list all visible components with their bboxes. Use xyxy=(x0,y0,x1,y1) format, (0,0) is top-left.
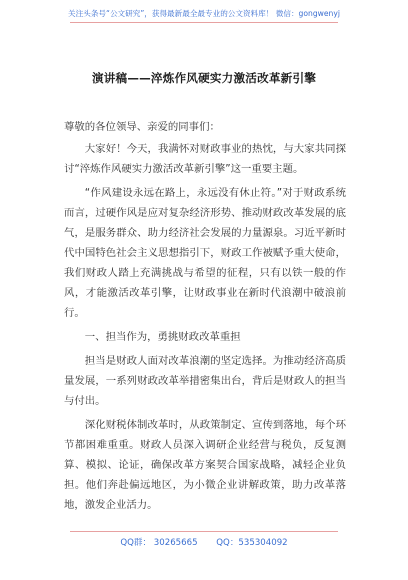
section-heading: 一、担当作为，勇挑财政改革重担 xyxy=(84,331,241,343)
paragraph-responsibility: 担当是财政人面对改革浪潮的坚定选择。为推动经济高质量发展，一系列财政改革举措密集出台，背后是财政人的担当与付出。 xyxy=(64,355,346,407)
footer-banner xyxy=(0,536,408,548)
header-banner: 关注头条号“公文研究”，获得最新最全最专业的公文资料库！ 微信：gongwenyj xyxy=(68,9,340,18)
document-body xyxy=(64,139,346,515)
footer-divider xyxy=(70,531,338,532)
footer-qq: QQ：535304092 xyxy=(216,538,288,548)
footer-qq-group: QQ群： 30265665 xyxy=(120,538,198,548)
paragraph-greeting: 大家好！今天，我满怀对财政事业的热忱，与大家共同探讨“淬炼作风硬实力激活改革新引擎”这一重要主题。 xyxy=(64,143,346,175)
document-title: 演讲稿——淬炼作风硬实力激活改革新引擎 xyxy=(91,71,317,85)
header-divider xyxy=(70,22,338,23)
salutation-text: 尊敬的各位领导、亲爱的同事们： xyxy=(64,121,220,133)
salutation xyxy=(64,117,346,137)
paragraph-quote: “作风建设永远在路上，永远没有休止符。”对于财政系统而言，过硬作风是应对复杂经济形势、推动财政改革发展的底气，是服务群众、助力经济社会发展的力量源泉。习近平新时代中国特色社会主义思想指引下，财政工作被赋予重大使命，我们财政人踏上充满挑战与希望的征程，只有以铁一般的作风，才能激活改革引擎，让财政事业在新时代浪潮中破浪前行。 xyxy=(64,187,346,319)
paragraph-tax-reform: 深化财税体制改革时，从政策制定、宣传到落地，每个环节都困难重重。财政人员深入调研企业经营与税负，反复测算、模拟、论证，确保改革方案契合国家战略，减轻企业负担。他们奔赴偏远地区，为小微企业讲解政策，助力改革落地，激发企业活力。 xyxy=(64,419,346,511)
